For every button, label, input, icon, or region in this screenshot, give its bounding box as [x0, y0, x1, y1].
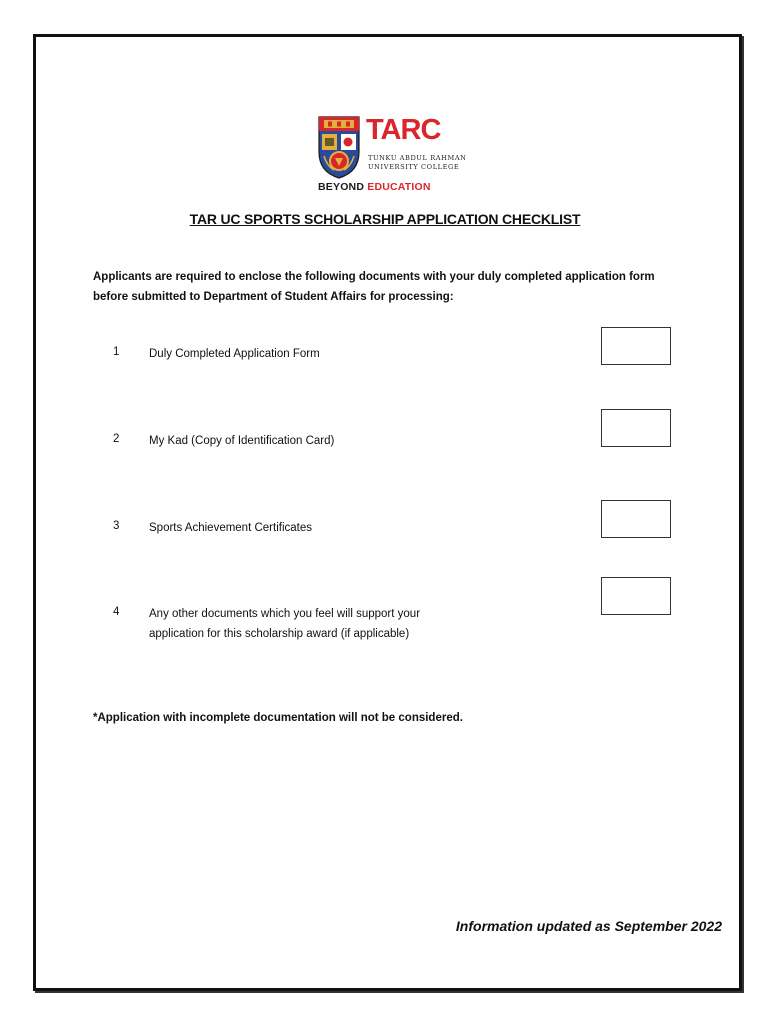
checkbox-item-2[interactable]	[601, 409, 671, 447]
item-text-1: Duly Completed Application Form	[149, 348, 320, 360]
item-number-3: 3	[113, 520, 120, 532]
logo-wordmark: TARC	[366, 114, 441, 146]
item-text-2: My Kad (Copy of Identification Card)	[149, 435, 335, 447]
tarc-logo	[316, 114, 467, 196]
tagline-beyond: BEYOND	[318, 181, 368, 193]
item-number-4: 4	[113, 606, 120, 618]
item-text-3: Sports Achievement Certificates	[149, 522, 312, 534]
updated-notice: Information updated as September 2022	[455, 918, 722, 934]
item-number-2: 2	[113, 433, 120, 445]
crest-icon	[316, 114, 362, 180]
logo-subtitle-line1: TUNKU ABDUL RAHMAN	[368, 154, 467, 162]
tagline-education: EDUCATION	[367, 181, 431, 193]
page-title: TAR UC SPORTS SCHOLARSHIP APPLICATION CHECKLIST	[189, 211, 581, 227]
logo-tagline	[318, 181, 431, 193]
item-number-1: 1	[113, 346, 120, 358]
intro-paragraph: Applicants are required to enclose the following documents with your duly completed application form before submitted to Department of Student Affairs for processing:	[93, 271, 655, 303]
logo-subtitle-line2: UNIVERSITY COLLEGE	[368, 163, 460, 171]
incomplete-note: *Application with incomplete documentation will not be considered.	[93, 712, 463, 724]
checkbox-item-3[interactable]	[601, 500, 671, 538]
item-text-4: Any other documents which you feel will support your application for this scholarship award (if applicable)	[149, 608, 421, 640]
checkbox-item-1[interactable]	[601, 327, 671, 365]
checkbox-item-4[interactable]	[601, 577, 671, 615]
